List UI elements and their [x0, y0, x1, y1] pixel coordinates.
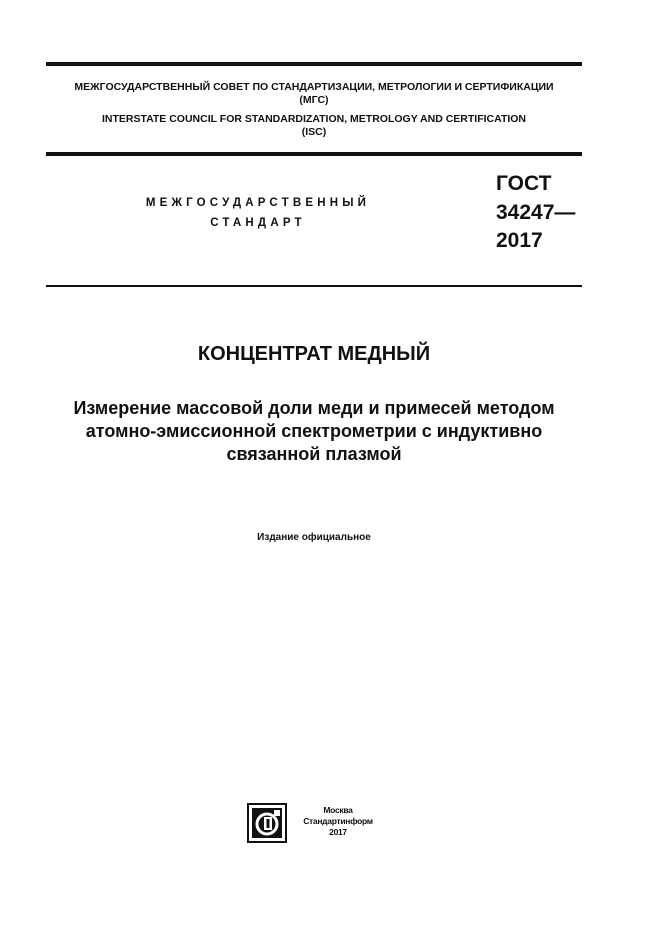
council-name-ru: [46, 81, 582, 107]
standard-line: СТАНДАРТ: [210, 217, 306, 229]
council-name-en: [46, 113, 582, 139]
council-name-ru-line: МЕЖГОСУДАРСТВЕННЫЙ СОВЕТ ПО СТАНДАРТИЗАЦИИ, МЕТРОЛОГИИ И СЕРТИФИКАЦИИ: [74, 81, 554, 93]
gost-designation: [496, 170, 575, 256]
publisher-year: 2017: [329, 827, 347, 837]
publisher-city: Москва: [323, 805, 353, 815]
top-rule: [46, 62, 582, 66]
council-name-en-line: INTERSTATE COUNCIL FOR STANDARDIZATION, METROLOGY AND CERTIFICATION: [101, 113, 527, 125]
publisher-name: Стандартинформ: [303, 816, 373, 826]
gost-year: 2017: [496, 229, 543, 252]
council-abbr-ru: (МГС): [299, 94, 329, 106]
interstate-line: МЕЖГОСУДАРСТВЕННЫЙ: [145, 197, 371, 209]
subtitle-line: Измерение массовой доли меди и примесей методом: [73, 398, 555, 418]
document-title: КОНЦЕНТРАТ МЕДНЫЙ: [197, 343, 431, 365]
interstate-standard-label: [118, 193, 398, 233]
council-abbr-en: (ISC): [301, 126, 327, 138]
subtitle-line: атомно-эмиссионной спектрометрии с индуктивно: [85, 421, 543, 441]
gost-prefix: ГОСТ: [496, 172, 552, 195]
middle-rule: [46, 152, 582, 156]
document-subtitle: [46, 397, 582, 466]
standartinform-logo-icon: [247, 803, 287, 843]
subtitle-line: связанной плазмой: [226, 444, 402, 464]
bottom-rule: [46, 285, 582, 287]
publisher-block: [292, 805, 384, 838]
edition-label: Издание официальное: [257, 532, 371, 543]
gost-number: 34247—: [496, 200, 576, 224]
